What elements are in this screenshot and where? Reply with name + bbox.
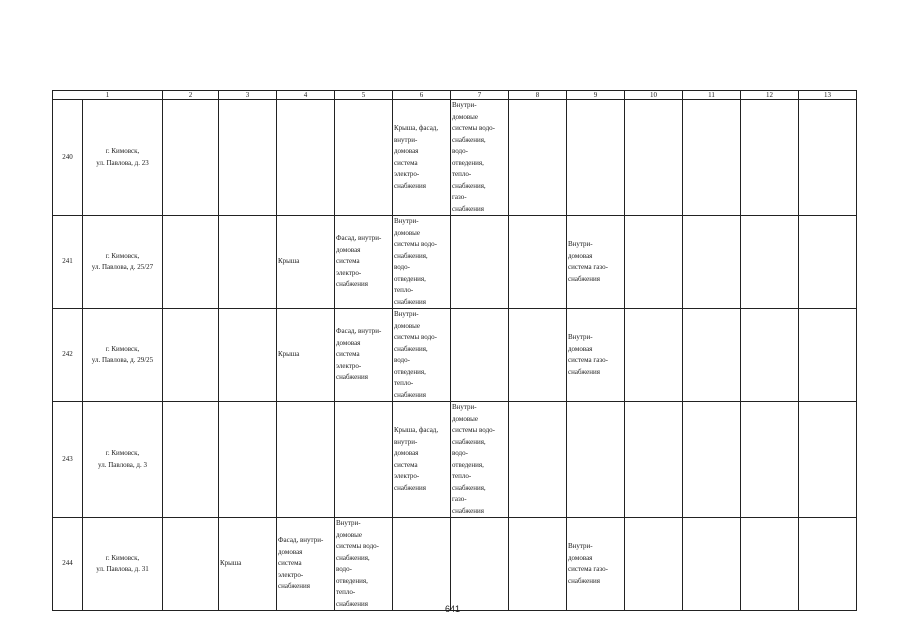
table-header-row <box>53 91 857 100</box>
work-cell-c11 <box>683 309 741 402</box>
work-cell-c7 <box>451 216 509 309</box>
table-row <box>53 216 857 309</box>
column-header: 6 <box>393 91 451 100</box>
work-cell-c11 <box>683 518 741 611</box>
work-cell-c3 <box>219 402 277 518</box>
work-cell-c10 <box>625 518 683 611</box>
work-cell-c12 <box>741 100 799 216</box>
work-cell-c6 <box>393 518 451 611</box>
work-cell-c8 <box>509 216 567 309</box>
column-header: 8 <box>509 91 567 100</box>
column-header: 11 <box>683 91 741 100</box>
work-cell-c4 <box>277 402 335 518</box>
work-cell-c4: Крыша <box>277 216 335 309</box>
work-cell-c2 <box>163 100 219 216</box>
work-cell-c5 <box>335 402 393 518</box>
column-header: 1 <box>53 91 163 100</box>
work-cell-c13 <box>799 309 857 402</box>
work-cell-c11 <box>683 216 741 309</box>
work-cell-c9: Внутри- домовая система газо- снабжения <box>567 309 625 402</box>
work-cell-c8 <box>509 309 567 402</box>
work-cell-c6: Внутри- домовые системы водо- снабжения, водо- отведения, тепло- снабжения <box>393 216 451 309</box>
work-cell-c5: Внутри- домовые системы водо- снабжения, водо- отведения, тепло- снабжения <box>335 518 393 611</box>
column-header: 3 <box>219 91 277 100</box>
address-cell: г. Кимовск, ул. Павлова, д. 3 <box>83 402 163 518</box>
address-cell: г. Кимовск, ул. Павлова, д. 23 <box>83 100 163 216</box>
work-cell-c2 <box>163 402 219 518</box>
address-cell: г. Кимовск, ул. Павлова, д. 29/25 <box>83 309 163 402</box>
page-number: 641 <box>444 604 461 614</box>
work-cell-c6: Внутри- домовые системы водо- снабжения, водо- отведения, тепло- снабжения <box>393 309 451 402</box>
address-cell: г. Кимовск, ул. Павлова, д. 31 <box>83 518 163 611</box>
table-row <box>53 309 857 402</box>
work-cell-c5 <box>335 100 393 216</box>
row-number: 241 <box>53 216 83 309</box>
work-cell-c5: Фасад, внутри- домовая система электро- снабжения <box>335 216 393 309</box>
work-cell-c11 <box>683 100 741 216</box>
work-cell-c12 <box>741 402 799 518</box>
work-cell-c8 <box>509 100 567 216</box>
work-cell-c13 <box>799 518 857 611</box>
work-cell-c8 <box>509 518 567 611</box>
work-cell-c11 <box>683 402 741 518</box>
work-cell-c3 <box>219 309 277 402</box>
table-row <box>53 402 857 518</box>
work-cell-c10 <box>625 402 683 518</box>
address-cell: г. Кимовск, ул. Павлова, д. 25/27 <box>83 216 163 309</box>
row-number: 243 <box>53 402 83 518</box>
work-cell-c12 <box>741 309 799 402</box>
work-cell-c10 <box>625 309 683 402</box>
work-cell-c9: Внутри- домовая система газо- снабжения <box>567 216 625 309</box>
work-cell-c6: Крыша, фасад, внутри- домовая система электро- снабжения <box>393 100 451 216</box>
table-row <box>53 100 857 216</box>
work-cell-c2 <box>163 216 219 309</box>
work-cell-c12 <box>741 518 799 611</box>
work-cell-c8 <box>509 402 567 518</box>
column-header: 9 <box>567 91 625 100</box>
work-cell-c7 <box>451 309 509 402</box>
work-cell-c4: Крыша <box>277 309 335 402</box>
work-cell-c13 <box>799 402 857 518</box>
column-header: 12 <box>741 91 799 100</box>
work-cell-c7: Внутри- домовые системы водо- снабжения, водо- отведения, тепло- снабжения, газо- снабжения <box>451 100 509 216</box>
work-cell-c10 <box>625 100 683 216</box>
work-cell-c12 <box>741 216 799 309</box>
row-number: 242 <box>53 309 83 402</box>
work-cell-c2 <box>163 518 219 611</box>
column-header: 2 <box>163 91 219 100</box>
work-cell-c13 <box>799 100 857 216</box>
work-cell-c9 <box>567 100 625 216</box>
row-number: 240 <box>53 100 83 216</box>
work-cell-c3 <box>219 100 277 216</box>
work-cell-c13 <box>799 216 857 309</box>
work-cell-c6: Крыша, фасад, внутри- домовая система электро- снабжения <box>393 402 451 518</box>
work-cell-c4: Фасад, внутри- домовая система электро- снабжения <box>277 518 335 611</box>
column-header: 13 <box>799 91 857 100</box>
column-header: 5 <box>335 91 393 100</box>
work-cell-c9: Внутри- домовая система газо- снабжения <box>567 518 625 611</box>
column-header: 10 <box>625 91 683 100</box>
work-cell-c5: Фасад, внутри- домовая система электро- снабжения <box>335 309 393 402</box>
work-cell-c3 <box>219 216 277 309</box>
work-cell-c7: Внутри- домовые системы водо- снабжения, водо- отведения, тепло- снабжения, газо- снабжения <box>451 402 509 518</box>
row-number: 244 <box>53 518 83 611</box>
column-header: 7 <box>451 91 509 100</box>
work-cell-c2 <box>163 309 219 402</box>
work-cell-c7 <box>451 518 509 611</box>
work-cell-c10 <box>625 216 683 309</box>
table-row <box>53 518 857 611</box>
column-header: 4 <box>277 91 335 100</box>
work-cell-c3: Крыша <box>219 518 277 611</box>
work-cell-c4 <box>277 100 335 216</box>
repair-schedule-table <box>52 90 857 611</box>
work-cell-c9 <box>567 402 625 518</box>
